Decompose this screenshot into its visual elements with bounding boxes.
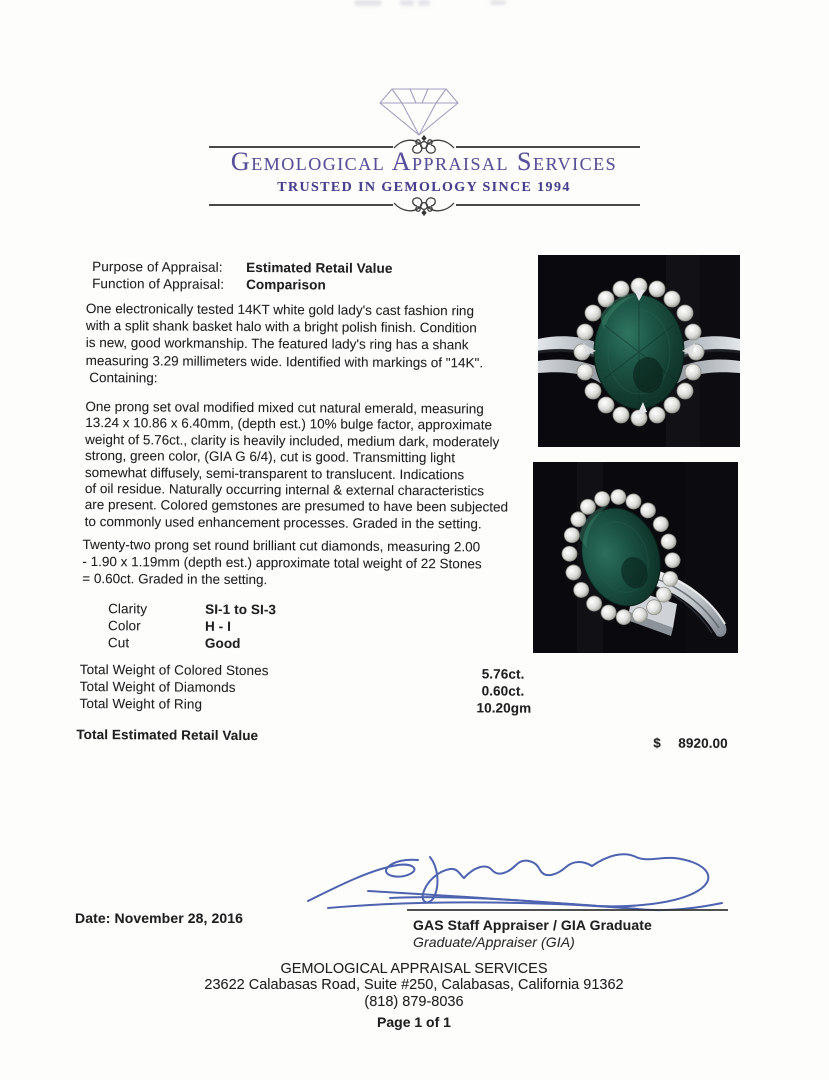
signature-rule — [407, 909, 728, 911]
signer-title: GAS Staff Appraiser / GIA Graduate — [413, 917, 652, 933]
purpose-value: Estimated Retail Value — [246, 259, 393, 276]
total-colored-stones-label: Total Weight of Colored Stones — [79, 661, 269, 679]
emerald-description-paragraph: One prong set oval modified mixed cut natural emerald, measuring 13.24 x 10.86 x 6.40mm, (depth est.) 10% bulge factor, approximate weight of 5.76ct., clarity is heavily included, medium dark, moderately strong, green color, (GIA G 6/4), cut is good. Transmitting light somewhat diffusely, semi-transparent to translucent. Indications of oil residue. Naturally occurring internal & external characteristics are present. Colored gemstones are presumed to have been subjected to commonly used enhancement processes. Graded in the setting. — [84, 398, 509, 532]
retail-amount: 8920.00 — [678, 735, 728, 751]
retail-value-label: Total Estimated Retail Value — [76, 726, 259, 744]
footer-phone: (818) 879-8036 — [364, 994, 464, 1010]
ring-side-photo — [533, 462, 738, 653]
grade-label-color: Color — [107, 618, 141, 634]
total-diamonds-value: 0.60ct. — [481, 683, 525, 699]
footer-page-number: Page 1 of 1 — [377, 1014, 451, 1030]
purpose-label: Purpose of Appraisal: — [92, 259, 223, 275]
ring-description-paragraph: One electronically tested 14KT white gold lady's cast fashion ring with a split shank basket halo with a bright polish finish. Condition is new, good workmanship. The featured lady's ring has a shank measuring 3.29 millimeters wide. Identified with markings of "14K". Containing: — [85, 300, 484, 386]
total-diamonds-label: Total Weight of Diamonds — [79, 678, 236, 695]
signer-credential: Graduate/Appraiser (GIA) — [413, 934, 575, 950]
footer-company: GEMOLOGICAL APPRAISAL SERVICES — [280, 961, 548, 977]
retail-currency-symbol: $ — [653, 735, 661, 751]
total-ring-weight-label: Total Weight of Ring — [79, 695, 203, 712]
diamonds-description-paragraph: Twenty-two prong set round brilliant cut diamonds, measuring 2.00 - 1.90 x 1.19mm (depth est.) approximate total weight of 22 Stones = 0.60ct. Graded in the setting. — [82, 536, 482, 588]
ring-front-photo — [538, 255, 740, 447]
footer-address: 23622 Calabasas Road, Suite #250, Calabasas, California 91362 — [204, 977, 624, 993]
grade-label-clarity: Clarity — [108, 601, 148, 617]
page-subtitle: TRUSTED IN GEMOLOGY SINCE 1994 — [277, 180, 571, 195]
total-ring-weight-value: 10.20gm — [476, 700, 532, 716]
grade-value-clarity: SI-1 to SI-3 — [205, 601, 277, 618]
function-label: Function of Appraisal: — [92, 276, 225, 292]
total-colored-stones-value: 5.76ct. — [481, 666, 525, 682]
page-title: Gemological Appraisal Services — [230, 147, 618, 176]
grade-label-cut: Cut — [107, 635, 130, 651]
function-value: Comparison — [246, 276, 326, 293]
grade-value-cut: Good — [204, 635, 241, 651]
date-line: Date: November 28, 2016 — [75, 910, 244, 926]
grade-value-color: H - I — [204, 618, 232, 634]
